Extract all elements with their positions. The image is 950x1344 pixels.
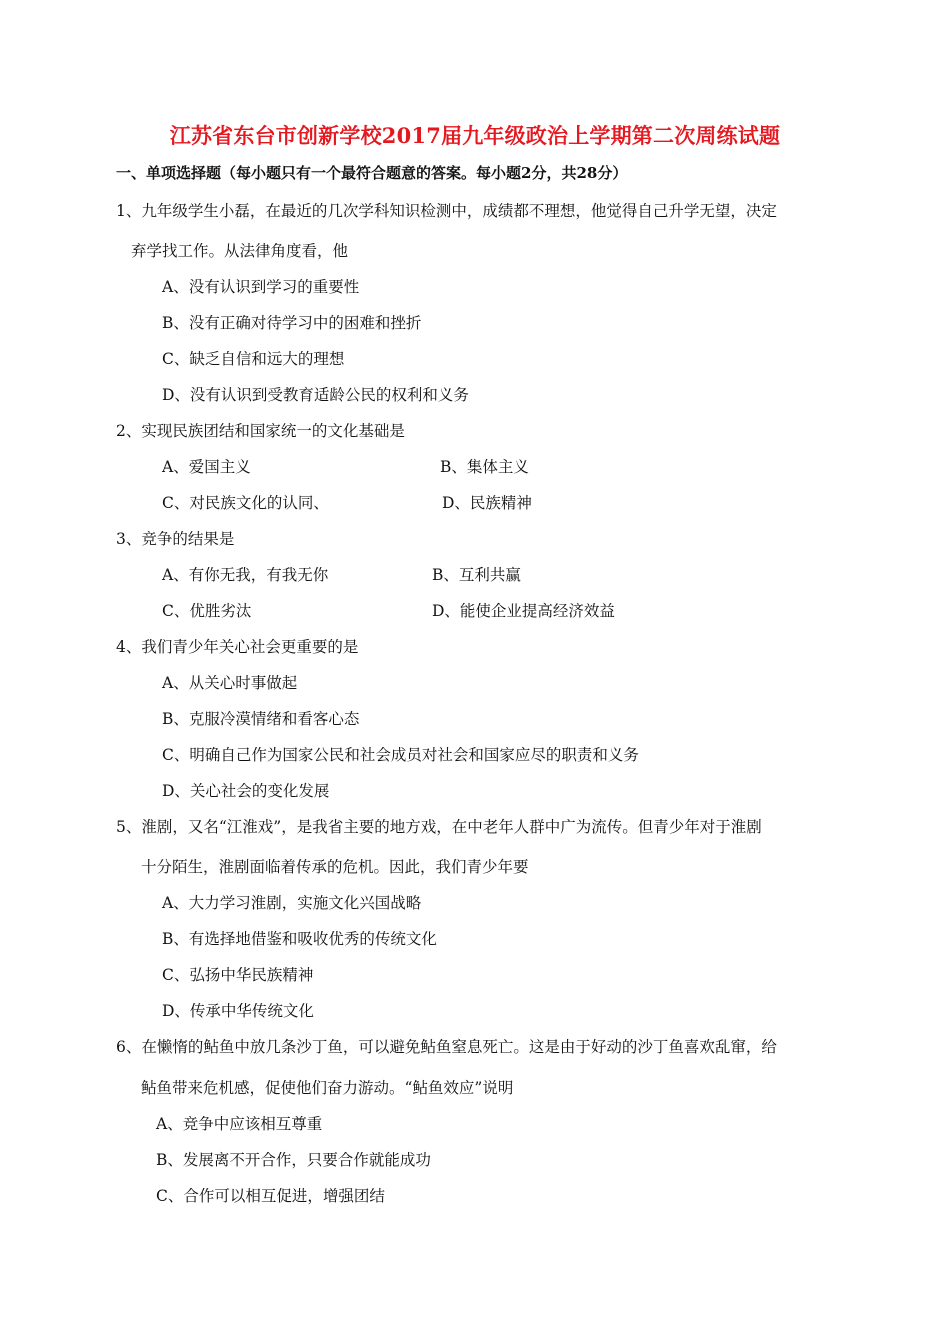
question-1-stem-continued: 弃学找工作。从法律角度看，他	[131, 242, 349, 260]
question-2-option-c: C、对民族文化的认同、	[162, 494, 329, 512]
question-4-option-d: D、关心社会的变化发展	[162, 782, 330, 800]
question-2-option-d: D、民族精神	[442, 494, 532, 512]
question-6-option-c: C、合作可以相互促进，增强团结	[156, 1187, 385, 1205]
question-5-option-a: A、大力学习淮剧，实施文化兴国战略	[162, 894, 422, 912]
question-4-option-c: C、明确自己作为国家公民和社会成员对社会和国家应尽的职责和义务	[162, 746, 639, 764]
question-5-stem-continued: 十分陌生，淮剧面临着传承的危机。因此，我们青少年要	[141, 858, 529, 876]
question-5-stem: 5、淮剧，又名“江淮戏”，是我省主要的地方戏，在中老年人群中广为流传。但青少年对于淮剧	[116, 818, 762, 836]
question-5-option-d: D、传承中华传统文化	[162, 1002, 314, 1020]
question-3-stem: 3、竞争的结果是	[116, 530, 235, 548]
question-3-option-a: A、有你无我，有我无你	[162, 566, 329, 584]
question-5-option-b: B、有选择地借鉴和吸收优秀的传统文化	[162, 930, 437, 948]
question-3-option-c: C、优胜劣汰	[162, 602, 252, 620]
question-3-option-b: B、互利共赢	[432, 566, 521, 584]
question-4-stem: 4、我们青少年关心社会更重要的是	[116, 638, 359, 656]
question-6-option-a: A、竞争中应该相互尊重	[156, 1115, 323, 1133]
question-2-stem: 2、实现民族团结和国家统一的文化基础是	[116, 422, 405, 440]
question-2-option-a: A、爱国主义	[162, 458, 251, 476]
section-heading: 一、单项选择题（每小题只有一个最符合题意的答案。每小题2分，共28分）	[116, 164, 628, 182]
question-1-option-d: D、没有认识到受教育适龄公民的权利和义务	[162, 386, 469, 404]
question-4-option-a: A、从关心时事做起	[162, 674, 298, 692]
question-3-option-d: D、能使企业提高经济效益	[432, 602, 615, 620]
question-6-option-b: B、发展离不开合作，只要合作就能成功	[156, 1151, 431, 1169]
document-title: 江苏省东台市创新学校2017届九年级政治上学期第二次周练试题	[169, 123, 781, 148]
question-5-option-c: C、弘扬中华民族精神	[162, 966, 314, 984]
question-1-option-a: A、没有认识到学习的重要性	[162, 278, 360, 296]
question-2-option-b: B、集体主义	[440, 458, 529, 476]
question-6-stem-continued: 鲇鱼带来危机感，促使他们奋力游动。“鲇鱼效应”说明	[141, 1079, 514, 1097]
question-4-option-b: B、克服冷漠情绪和看客心态	[162, 710, 360, 728]
question-1-option-c: C、缺乏自信和远大的理想	[162, 350, 345, 368]
question-6-stem: 6、在懒惰的鲇鱼中放几条沙丁鱼，可以避免鲇鱼窒息死亡。这是由于好动的沙丁鱼喜欢乱窜，给	[116, 1038, 777, 1056]
question-1-stem: 1、九年级学生小磊，在最近的几次学科知识检测中，成绩都不理想，他觉得自己升学无望，决定	[116, 202, 777, 220]
question-1-option-b: B、没有正确对待学习中的困难和挫折	[162, 314, 422, 332]
